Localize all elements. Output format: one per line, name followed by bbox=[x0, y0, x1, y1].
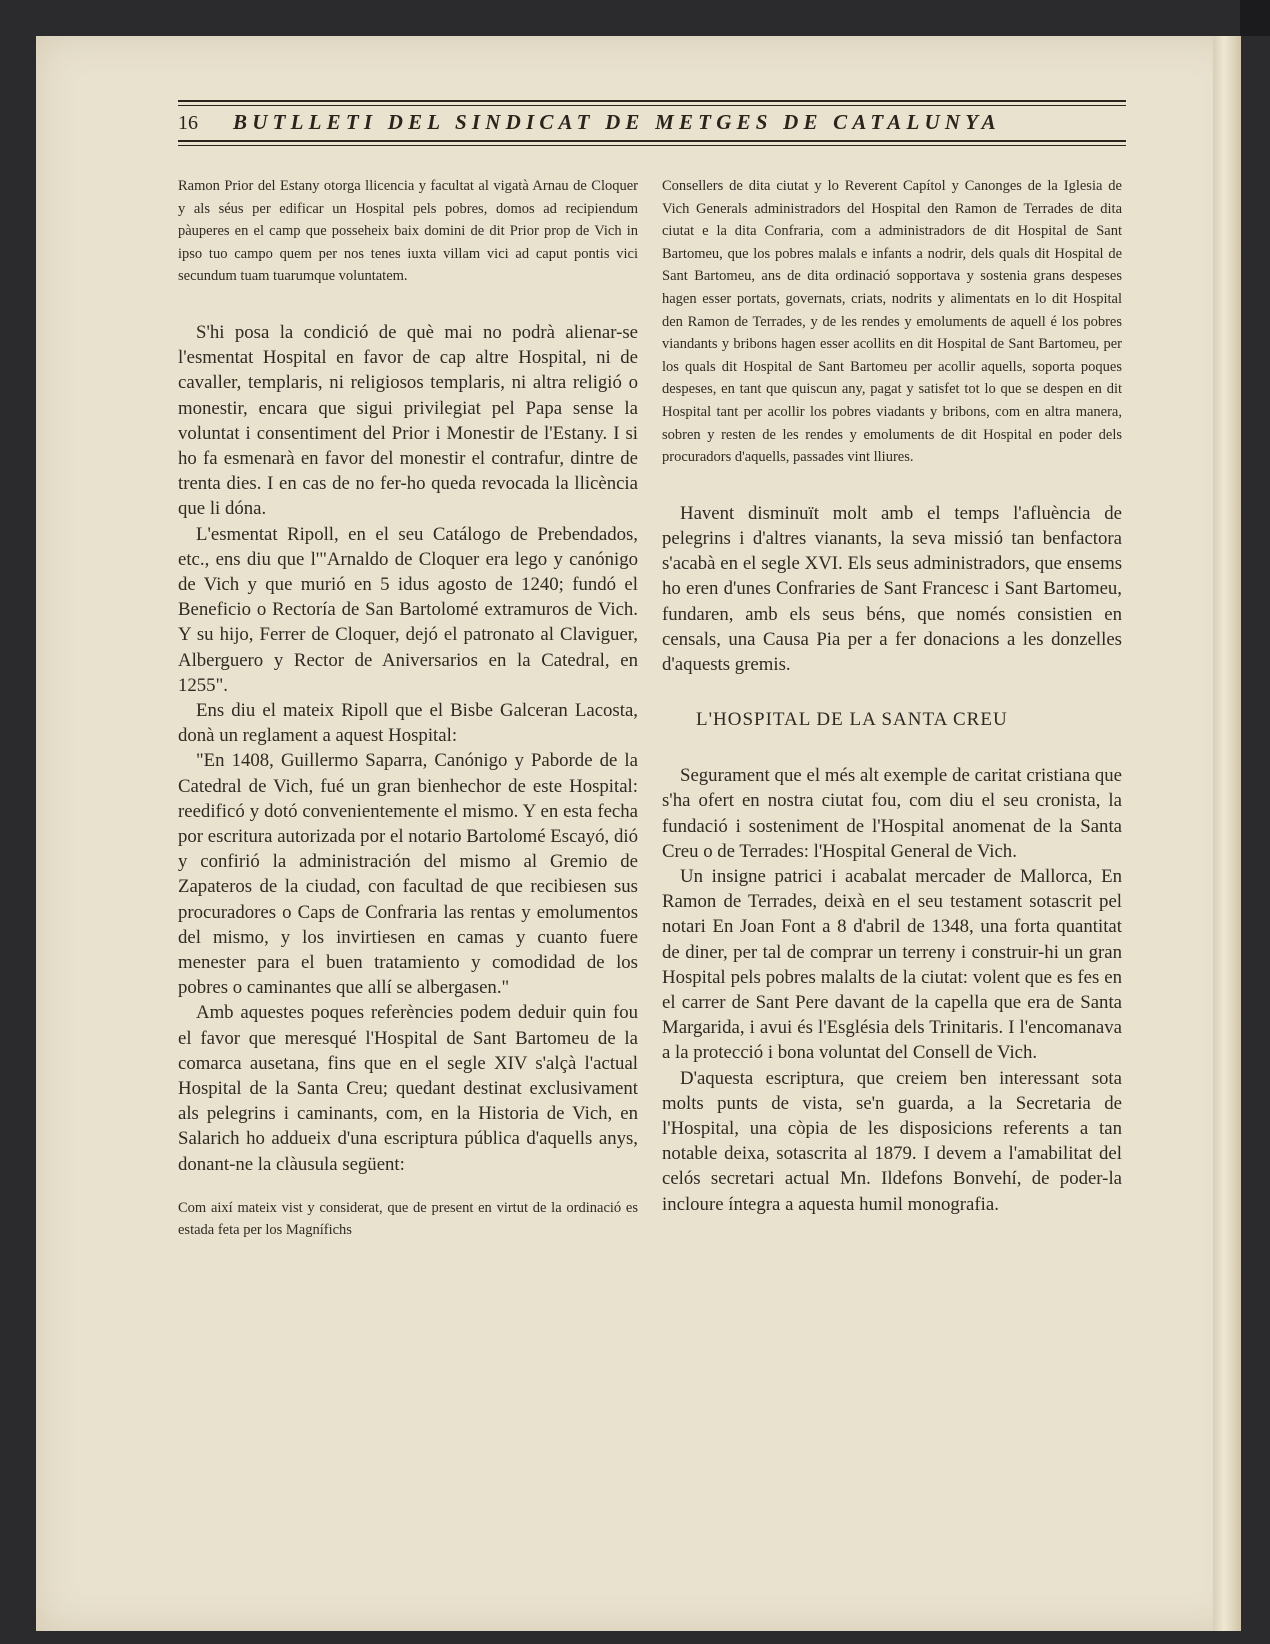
quoted-document: Com així mateix vist y considerat, que de present en virtut de la ordinació es estada feta per los Magnífichs bbox=[178, 1199, 638, 1239]
paragraph: Un insigne patrici i acabalat mercader de Mallorca, En Ramon de Terrades, deixà en el seu testament sotascrit pel notari En Joan Font a 8 d'abril de 1348, una forta quantitat de diner, per tal de comprar un terreny i construir-hi un gran Hospital pels pobres malalts de la ciutat: volent que es fes en el carrer de Sant Pere davant de la capella que era de Santa Margarida, i avui és l'Església dels Trinitaris. I l'encomanava a la protecció i bona voluntat del Consell de Vich. bbox=[662, 865, 1122, 1064]
header-rule bbox=[178, 145, 1126, 146]
paragraph: L'esmentat Ripoll, en el seu Catálogo de Prebendados, etc., ens diu que l'"Arnaldo de Cloquer era lego y canónigo de Vich y que murió en 5 idus agosto de 1240; fundó el Beneficio o Rectoría de San Bartolomé extramuros de Vich. Y su hijo, Ferrer de Cloquer, dejó el patronato al Claviguer, Alberguero y Rector de Aniversarios en la Catedral, en 1255". bbox=[178, 523, 638, 696]
right-column bbox=[662, 175, 1122, 1217]
page-number: 16 bbox=[178, 112, 198, 134]
left-column bbox=[178, 175, 638, 1242]
scan-background bbox=[1240, 0, 1270, 36]
paragraph: Amb aquestes poques referències podem deduir quin fou el favor que meresqué l'Hospital de Sant Bartomeu de la comarca ausetana, fins que en el segle XIV s'alçà l'actual Hospital de la Santa Creu; quedant destinat exclusivament als pelegrins i caminants, com, en la Historia de Vich, en Salarich ho addueix d'una escriptura pública d'aquells anys, donant-ne la clàusula següent: bbox=[178, 1002, 638, 1175]
paragraph: D'aquesta escriptura, que creiem ben interessant sota molts punts de vista, se'n guarda, a la Secretaria de l'Hospital, una còpia de les disposicions referents a tan notable deixa, sotascrita al 1879. I devem a l'amabilitat del celós secretari actual Mn. Ildefons Bonvehí, de poder-la incloure íntegra a aquesta humil monografia. bbox=[662, 1067, 1122, 1215]
paragraph: Ens diu el mateix Ripoll que el Bisbe Galceran Lacosta, donà un reglament a aquest Hospital: bbox=[178, 700, 638, 747]
header-rule bbox=[178, 140, 1126, 142]
header-rule bbox=[178, 100, 1126, 102]
paragraph: Havent disminuït molt amb el temps l'afluència de pelegrins i d'altres vianants, la seva missió tan benfactora s'acabà en el segle XVI. Els seus administradors, que ensems ho eren d'unes Confraries de Sant Francesc i Sant Bartomeu, fundaren, amb els seus béns, que només consistien en censals, una Causa Pia per a fer donacions a les donzelles d'aquests gremis. bbox=[662, 502, 1122, 675]
header-rule bbox=[178, 105, 1126, 106]
page-edge bbox=[1213, 36, 1241, 1631]
running-header bbox=[178, 100, 1126, 148]
section-heading: L'HOSPITAL DE LA SANTA CREU bbox=[696, 709, 1008, 731]
quoted-document: Consellers de dita ciutat y lo Reverent Capítol y Canonges de la Iglesia de Vich Generals administradors del Hospital den Ramon de Terrades de dita ciutat e la dita Confraria, com a administradors de dit Hospital de Sant Bartomeu, que los pobres malals e infants a nodrir, dels quals dit Hospital de Sant Bartomeu, ans de dita ordinació sopportava y sostenia grans despeses hagen esser portats, governats, criats, nodrits y alimentats en lo dit Hospital den Ramon de Terrades, y de les rendes y emoluments de aquell é los pobres viandants y bribons hagen esser acollits en dit Hospital de Sant Bartomeu, per los quals dit Hospital de Sant Bartomeu per acollir aquells, soporta poques despeses, en tant que quiscun any, pagat y satisfet tot lo que se despen en dit Hospital tant per acollir los pobres viadants y bribons, com en altra manera, sobren y resten de les rendes y emoluments de dit Hospital en poder dels procuradors d'aquells, passades vint lliures. bbox=[662, 178, 1122, 466]
quoted-document: Ramon Prior del Estany otorga llicencia y facultat al vigatà Arnau de Cloquer y als séus per edificar un Hospital pels pobres, domos ad recipiendum pàuperes en el camp que posseheix baix domini de dit Prior prop de Vich in ipso tuo campo quem per nos tenes iuxta villam vici ad caput pontis vici secundum tuam tuarumque voluntatem. bbox=[178, 178, 638, 285]
paragraph: Segurament que el més alt exemple de caritat cristiana que s'ha ofert en nostra ciutat fou, com diu el seu cronista, la fundació i sosteniment de l'Hospital anomenat de la Santa Creu o de Terrades: l'Hospital General de Vich. bbox=[662, 765, 1122, 862]
running-title: BUTLLETI DEL SINDICAT DE METGES DE CATALUNYA bbox=[233, 110, 1001, 134]
paragraph: S'hi posa la condició de què mai no podrà alienar-se l'esmentat Hospital en favor de cap altre Hospital, ni de cavaller, templaris, ni religiosos templaris, ni altra religió o monestir, encara que sigui privilegiat pel Papa sense la voluntat i consentiment del Prior i Monestir de l'Estany. I si ho fa esmenarà en favor del monestir el contrafur, dintre de trenta dies. I en cas de no fer-ho queda revocada la llicència que li dóna. bbox=[178, 321, 638, 520]
paragraph: "En 1408, Guillermo Saparra, Canónigo y Paborde de la Catedral de Vich, fué un gran bienhechor de este Hospital: reedificó y dotó convenientemente el mismo. Y en esta fecha por escritura autorizada por el notario Bartolomé Escayó, dió y confirió la administración del mismo al Gremio de Zapateros de la ciudad, con facultad de que recibiesen sus procuradores o Caps de Confraria las rentas y emolumentos del mismo, y los invirtiesen en camas y cuanto fuere menester para el buen tratamiento y comodidad de los pobres o caminantes que allí se albergasen." bbox=[178, 750, 638, 999]
